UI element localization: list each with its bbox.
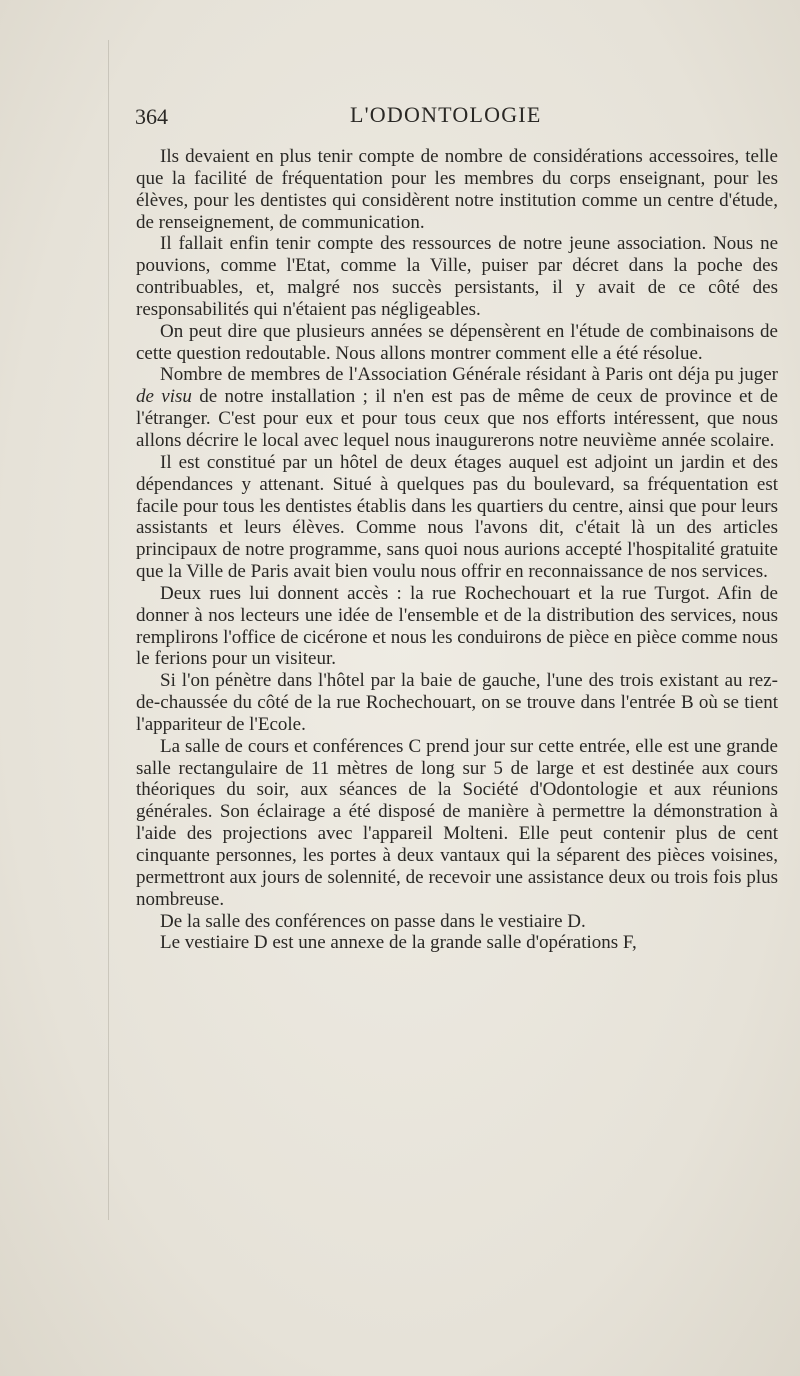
paragraph-text: de notre installation ; il n'en est pas de même de ceux de province et de l'étranger. C'est pour eux et pour tous ceux que nos efforts intéressent, que nous allons décrire le local avec lequel nous inaugurerons notre neuvième année scolaire. <box>136 386 778 451</box>
italic-phrase: de visu <box>136 386 192 408</box>
page-header <box>135 100 780 130</box>
running-title: L'ODONTOLOGIE <box>350 102 542 127</box>
paragraph: Ils devaient en plus tenir compte de nombre de considérations accessoires, telle que la facilité de fréquentation pour les membres du corps enseignant, pour les élèves, pour les dentistes qui considèrent notre institution comme un centre d'étude, de renseignement, de communication. <box>136 146 778 233</box>
binding-margin-line <box>108 40 109 1220</box>
paragraph: Deux rues lui donnent accès : la rue Rochechouart et la rue Turgot. Afin de donner à nos lecteurs une idée de l'ensemble et de la distribution des services, nous remplirons l'office de cicérone et nous les conduirons de pièce en pièce comme nous le ferions pour un visiteur. <box>136 582 778 670</box>
paragraph: Si l'on pénètre dans l'hôtel par la baie de gauche, l'une des trois existant au rez-de-chaussée du côté de la rue Rochechouart, on se trouve dans l'entrée B où se tient l'appariteur de l'Ecole. <box>136 670 778 735</box>
paragraph: Le vestiaire D est une annexe de la grande salle d'opérations F, <box>160 932 637 954</box>
page-number: 364 <box>135 104 168 129</box>
paragraph: La salle de cours et conférences C prend jour sur cette entrée, elle est une grande salle rectangulaire de 11 mètres de long sur 5 de large et est destinée aux cours théoriques du soir, aux séances de la Société d'Odontologie et aux réunions générales. Son éclairage a été disposé de manière à permettre la démonstration à l'aide des projections avec l'appareil Molteni. Elle peut contenir plus de cent cinquante personnes, les portes à deux vantaux qui la séparent des pièces voisines, permettront aux jours de solennité, de recevoir une assistance deux ou trois fois plus nombreuse. <box>136 735 778 910</box>
paragraph-text: Nombre de membres de l'Association Générale résidant à Paris ont déja pu juger <box>160 364 778 386</box>
paragraph: De la salle des conférences on passe dans le vestiaire D. <box>160 910 586 932</box>
body-text <box>136 146 778 954</box>
paragraph: Il fallait enfin tenir compte des ressources de notre jeune association. Nous ne pouvions, comme l'Etat, comme la Ville, puiser par décret dans la poche des contribuables, et, malgré nos succès persistants, il y avait de ce côté des responsabilités qui n'étaient pas négligeables. <box>136 233 778 320</box>
paragraph <box>136 364 778 451</box>
paragraph: Il est constitué par un hôtel de deux étages auquel est adjoint un jardin et des dépendances y attenant. Situé à quelques pas du boulevard, sa fréquentation est facile pour tous les dentistes établis dans les quartiers du centre, ainsi que pour leurs assistants et leurs élèves. Comme nous l'avons dit, c'était là un des articles principaux de notre programme, sans quoi nous aurions accepté l'hospitalité gratuite que la Ville de Paris avait bien voulu nous offrir en reconnaissance de nos services. <box>136 451 778 583</box>
paragraph: On peut dire que plusieurs années se dépensèrent en l'étude de combinaisons de cette question redoutable. Nous allons montrer comment elle a été résolue. <box>136 320 778 364</box>
